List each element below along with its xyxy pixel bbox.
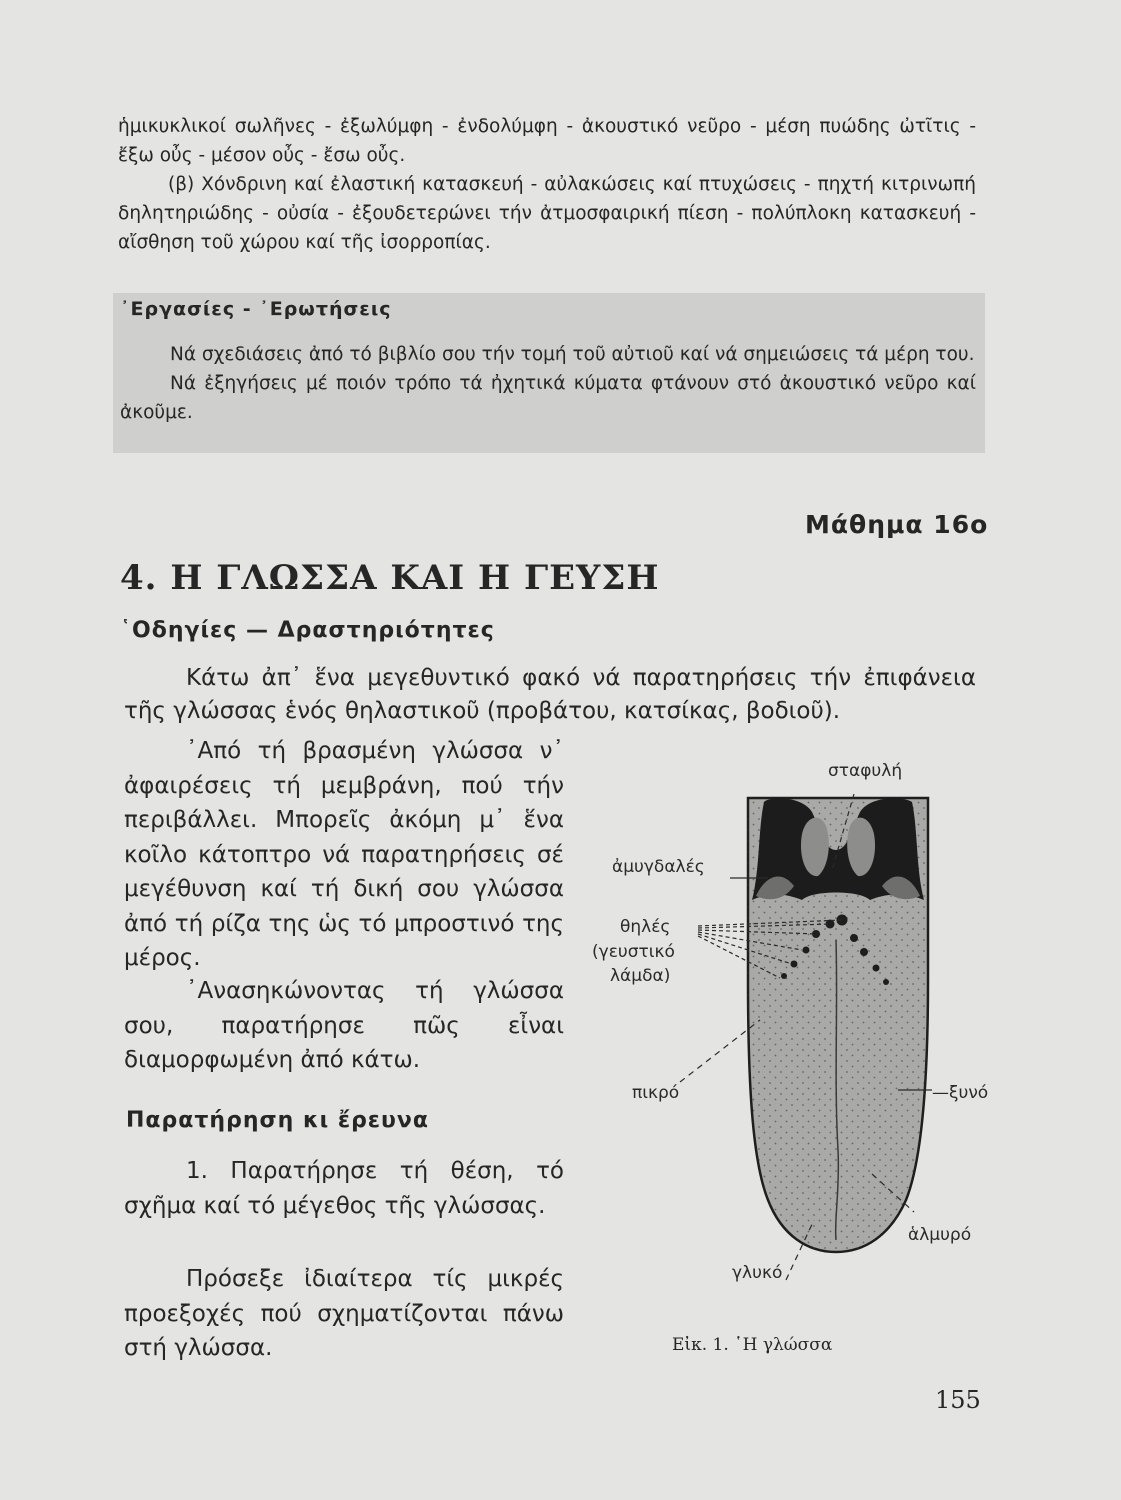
tongue-figure xyxy=(580,750,1000,1320)
exercises-questions xyxy=(120,340,976,427)
instructions-heading: ῾Οδηγίες — Δραστηριότητες xyxy=(120,618,495,643)
label-sweet: γλυκό xyxy=(732,1263,783,1283)
tongue-illustration xyxy=(580,750,1000,1320)
label-sour: —ξυνό xyxy=(932,1083,989,1103)
exercise-question-1: Νά σχεδιάσεις ἀπό τό βιβλίο σου τήν τομή τοῦ αὐτιοῦ καί νά σημειώσεις τά μέρη του. xyxy=(170,344,975,365)
exercise-question-2: Νά ἐξηγήσεις μέ ποιόν τρόπο τά ἠχητικά κύματα φτάνουν στό ἀκουστικό νεῦρο καί ἀκοῦμε. xyxy=(120,373,976,423)
exercises-heading: ᾿Εργασίες - ᾿Ερωτήσεις xyxy=(120,298,392,320)
label-tonsils: ἀμυγδαλές xyxy=(612,857,705,877)
observation-heading: Παρατήρηση κι ἔρευνα xyxy=(126,1108,430,1133)
paragraph-membrane: ᾿Από τή βρασμένη γλώσσα ν᾿ ἀφαιρέσεις τή μεμβράνη, πού τήν περιβάλλει. Μπορεῖς ἀκόμη μ᾿ ἕνα κοῖλο κάτοπτρο νά παρατηρήσεις σέ μεγέθυνση καί τή δική σου γλώσσα ἀπό τή ρίζα της ὡς τό μπροστινό της μέρος. xyxy=(124,738,564,971)
observation-item-1: 1. Παρατήρησε τή θέση, τό σχῆμα καί τό μέγεθος τῆς γλώσσας. xyxy=(124,1158,564,1219)
page-number: 155 xyxy=(935,1386,981,1414)
label-papillae-3: λάμδα) xyxy=(610,966,671,986)
label-papillae-2: (γευστικό xyxy=(592,942,675,962)
label-bitter: πικρό xyxy=(632,1083,680,1103)
vocabulary-list-b: (β) Χόνδρινη καί ἐλαστική κατασκευή - αὐλακώσεις καί πτυχώσεις - πηχτή κιτρινωπή δηλητηριώδης - οὐσία - ἐξουδετερώνει τήν ἀτμοσφαιρική πίεση - πολύπλοκη κατασκευή - αἴσθηση τοῦ χώρου καί τῆς ἰσορροπίας. xyxy=(118,174,976,253)
top-paragraph-block xyxy=(118,112,976,257)
figure-caption: Εἰκ. 1. ῾Η γλώσσα xyxy=(672,1335,833,1355)
chapter-title: 4. Η ΓΛΩΣΣΑ ΚΑΙ Η ΓΕΥΣΗ xyxy=(120,558,660,598)
vocabulary-list-a: ἡμικυκλικοί σωλῆνες - ἐξωλύμφη - ἐνδολύμφη - ἀκουστικό νεῦρο - μέση πυώδης ὠτῖτις - ἔξω οὖς - μέσον οὖς - ἔσω οὖς. xyxy=(118,116,976,166)
intro-paragraph: Κάτω ἀπ᾿ ἕνα μεγεθυντικό φακό νά παρατηρήσεις τήν ἐπιφάνεια τῆς γλώσσας ἑνός θηλαστικοῦ (προβάτου, κατσίκας, βοδιοῦ). xyxy=(124,665,976,724)
observation-item-1-continued: Πρόσεξε ἰδιαίτερα τίς μικρές προεξοχές πού σχηματίζονται πάνω στή γλώσσα. xyxy=(124,1266,564,1361)
label-uvula: σταφυλή xyxy=(828,761,903,781)
lesson-label: Μάθημα 16ο xyxy=(805,510,989,539)
label-papillae-1: θηλές xyxy=(620,917,671,937)
paragraph-underside: ᾿Ανασηκώνοντας τή γλώσσα σου, παρατήρησε πῶς εἶναι διαμορφωμένη ἀπό κάτω. xyxy=(124,978,564,1073)
label-salty: ἁλμυρό xyxy=(908,1225,972,1245)
